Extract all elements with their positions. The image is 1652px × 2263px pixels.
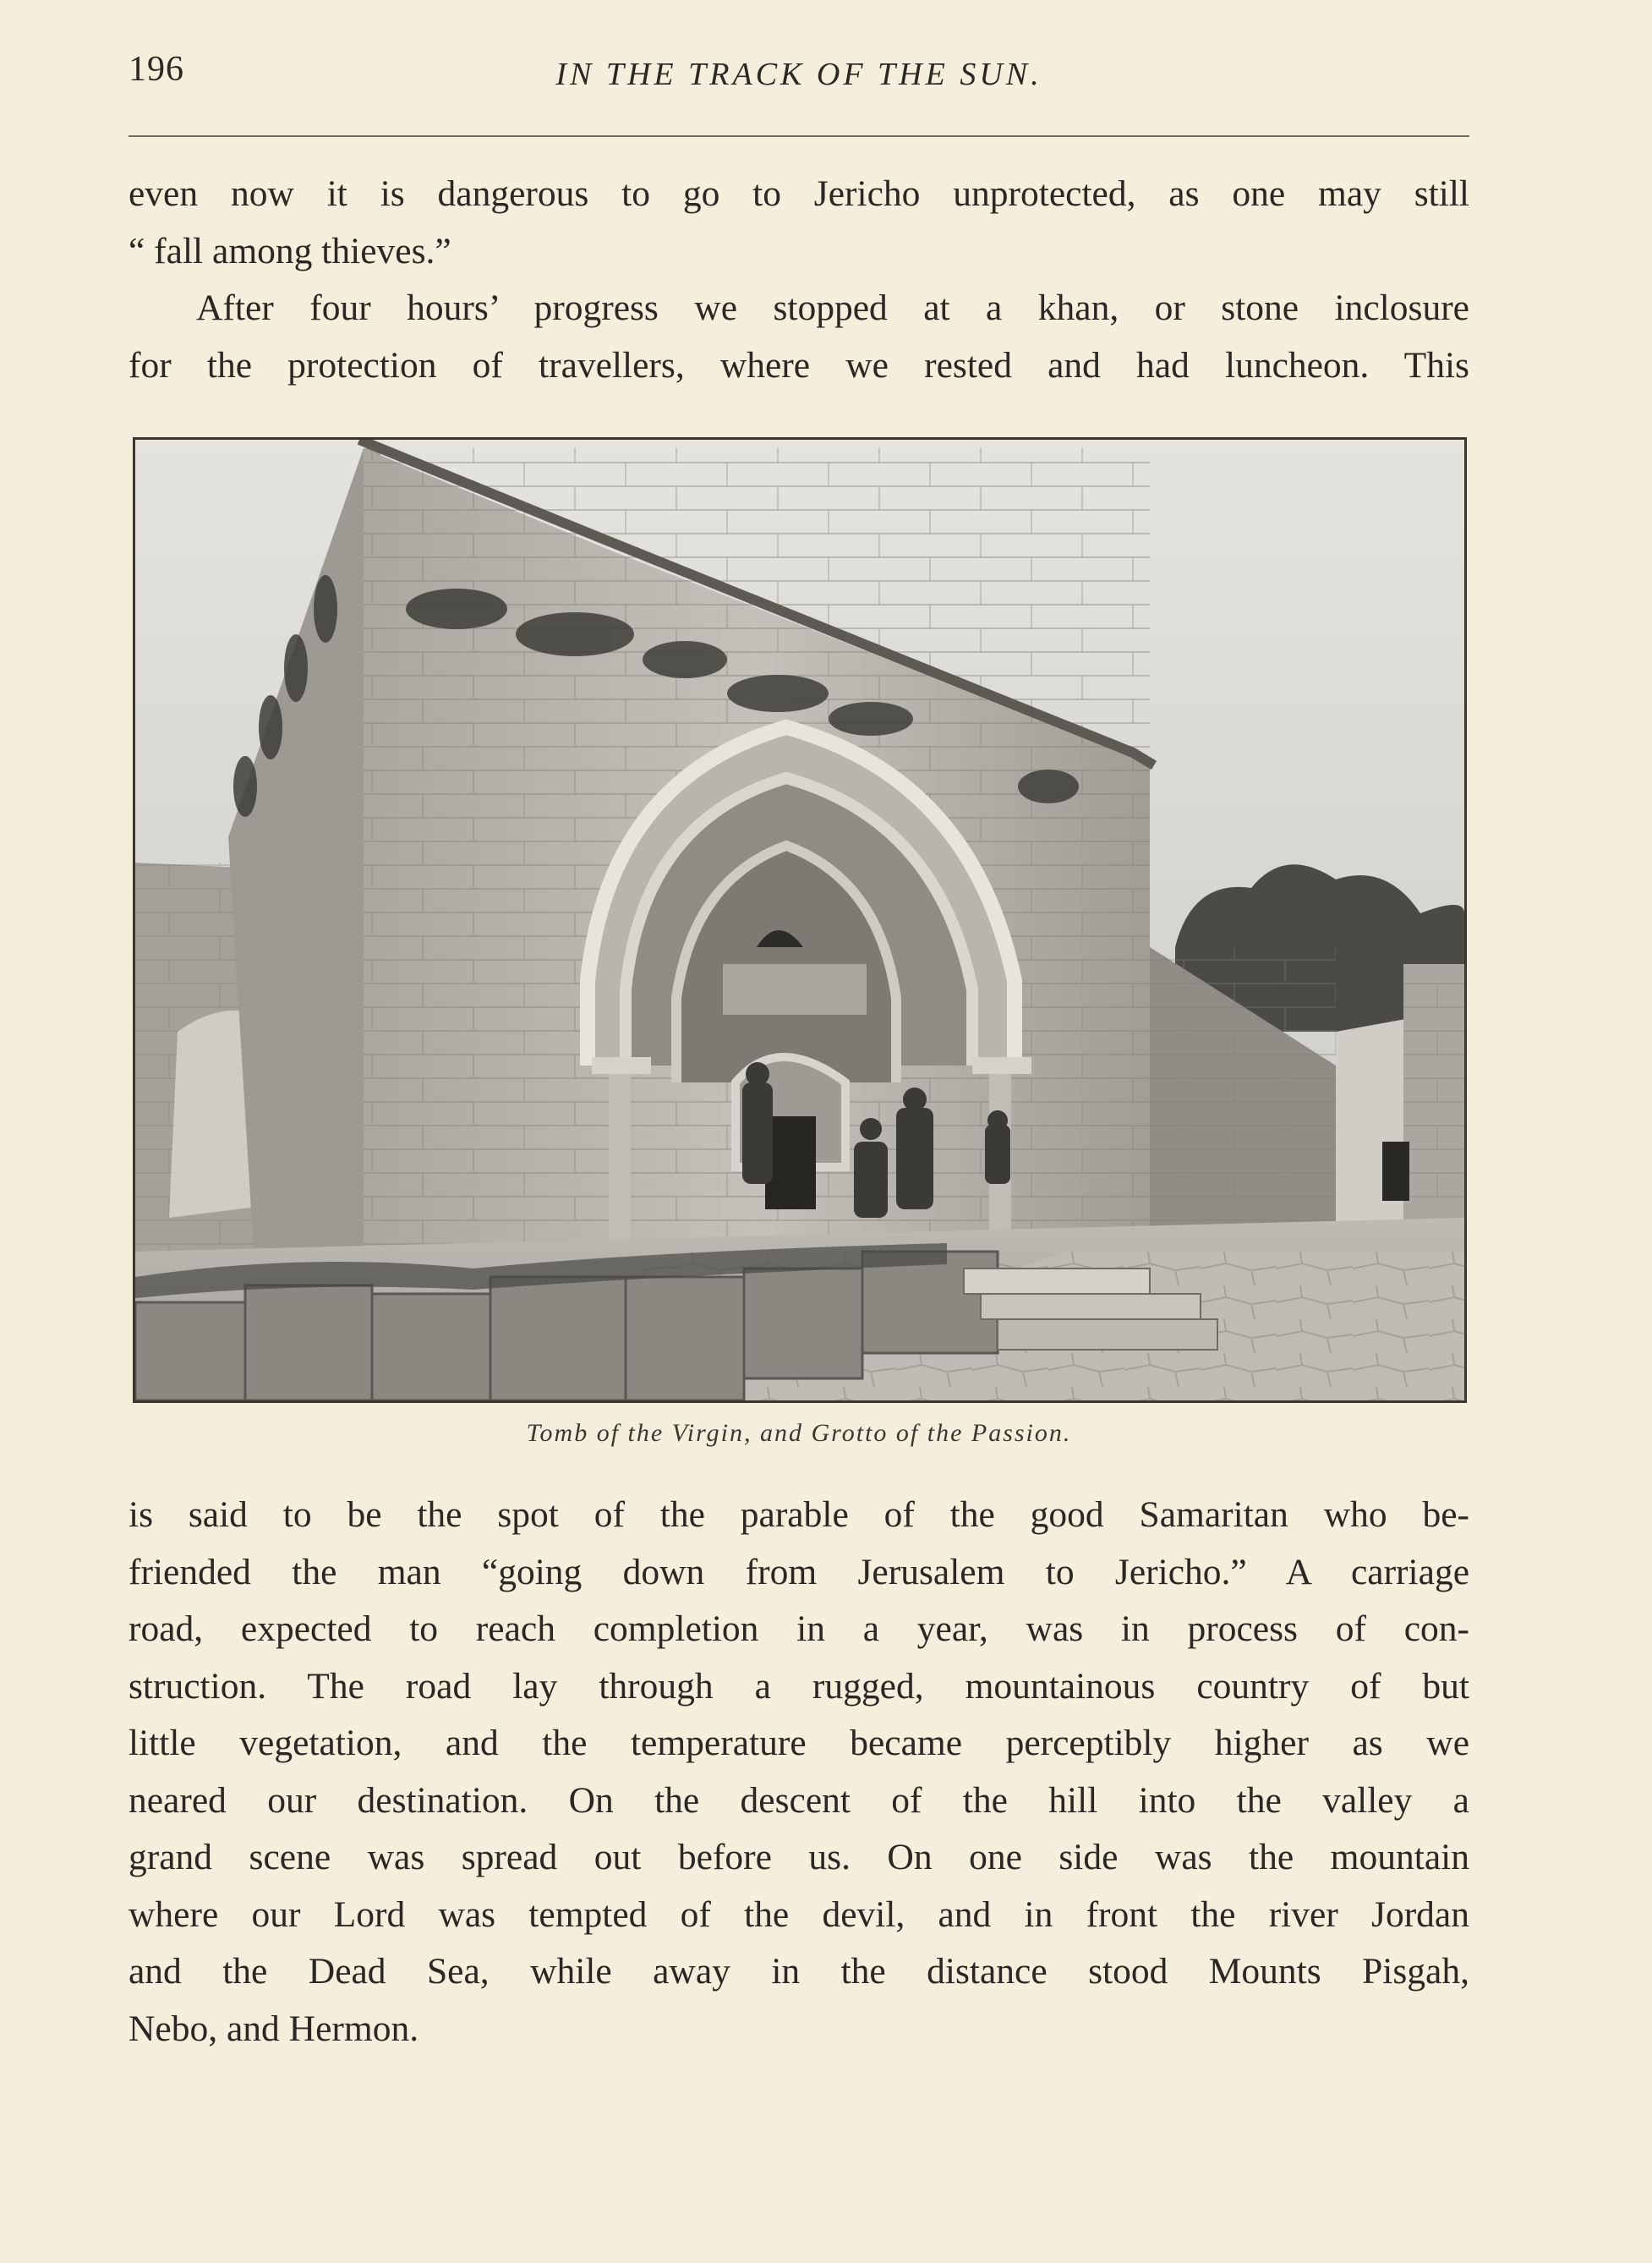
text-line: is said to be the spot of the parable of the good Samaritan who be- xyxy=(129,1494,1469,1535)
tomb-of-the-virgin-photo xyxy=(135,440,1464,1400)
text-line: After four hours’ progress we stopped at a khan, or stone inclosure xyxy=(196,288,1469,328)
text-line: neared our destination. On the descent of the hill into the valley a xyxy=(129,1779,1469,1821)
text-line: Nebo, and Hermon. xyxy=(129,2008,419,2049)
photo-plate xyxy=(133,437,1467,1403)
figure-caption: Tomb of the Virgin, and Grotto of the Passion. xyxy=(526,1419,1072,1447)
text-line: grand scene was spread out before us. On one side was the mountain xyxy=(129,1837,1469,1877)
top-text-block xyxy=(129,166,1469,394)
text-line: and the Dead Sea, while away in the distance stood Mounts Pisgah, xyxy=(129,1951,1469,1992)
text-line: friended the man “going down from Jerusalem to Jericho.” A carriage xyxy=(129,1551,1469,1592)
text-line: where our Lord was tempted of the devil, and in front the river Jordan xyxy=(129,1893,1469,1935)
text-line: little vegetation, and the temperature became perceptibly higher as we xyxy=(129,1723,1469,1763)
header-rule xyxy=(129,135,1469,137)
text-line: for the protection of travellers, where we rested and had luncheon. This xyxy=(129,344,1469,386)
page-number: 196 xyxy=(129,50,184,89)
running-head: IN THE TRACK OF THE SUN. xyxy=(555,57,1042,92)
text-line: “ fall among thieves.” xyxy=(129,230,451,271)
text-line: road, expected to reach completion in a year, was in process of con- xyxy=(129,1608,1469,1649)
text-line: struction. The road lay through a rugged, mountainous country of but xyxy=(129,1665,1469,1707)
bottom-text-block xyxy=(129,1487,1469,2058)
text-line: even now it is dangerous to go to Jericho unprotected, as one may still xyxy=(129,173,1469,214)
